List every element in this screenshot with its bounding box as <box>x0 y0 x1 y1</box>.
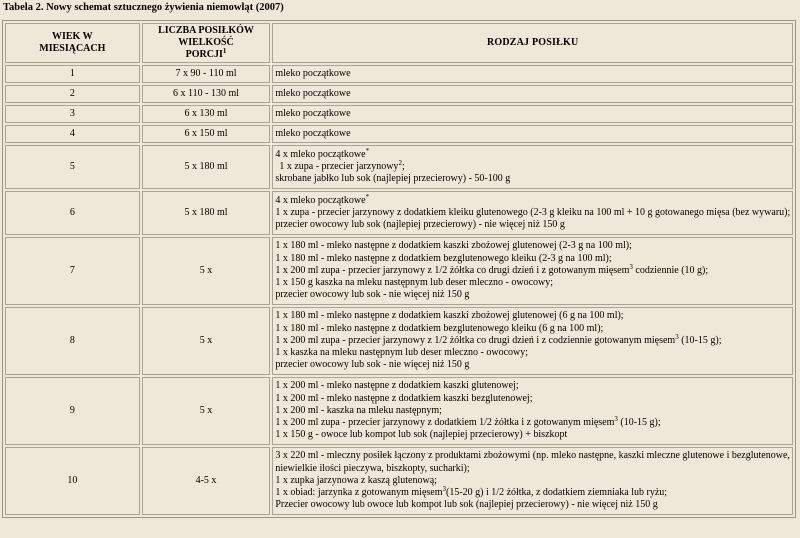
meal-line-text: 1 x 200 ml zupa - przecier jarzynowy z 1/2 żółtka co drugi dzień i z gotowanym mięsem <box>275 264 630 276</box>
meal-line-text: 4 x mleko początkowe <box>275 148 366 160</box>
meal-type-cell <box>272 65 793 83</box>
age-cell: 9 <box>5 377 140 445</box>
header-portions-sup: 1 <box>222 47 227 56</box>
meal-line <box>275 417 790 429</box>
meal-line <box>275 68 790 80</box>
table-row <box>5 65 793 83</box>
meal-line-text: 1 x 150 g kaszka na mleku następnym lub deser mleczno - owocowy; <box>275 277 554 289</box>
meal-line <box>275 240 790 252</box>
meal-line-text: 1 x 180 ml - mleko następne z dodatkiem bezglutenowego kleiku (2-3 g na 100 ml); <box>275 252 612 264</box>
meal-line <box>275 347 790 359</box>
header-portions-line1: LICZBA POSIŁKÓW WIELKOŚĆ <box>158 24 254 48</box>
header-portions-line2: PORCJI <box>185 49 223 61</box>
footnote-marker: 2 <box>398 158 402 167</box>
portions-cell: 6 x 110 - 130 ml <box>142 85 271 103</box>
feeding-schedule-table <box>2 20 796 518</box>
portions-cell: 5 x 180 ml <box>142 145 271 189</box>
meal-line-text: mleko początkowe <box>275 67 351 79</box>
meal-line <box>275 262 790 277</box>
meal-type-cell <box>272 447 793 515</box>
meal-line-suffix: (15-20 g) i 1/2 żółtka, z dodatkiem ziemniaka lub ryżu; <box>446 487 668 499</box>
meal-type-cell <box>272 237 793 305</box>
meal-line-text: 4 x mleko początkowe <box>275 194 366 206</box>
meal-line-suffix: ; <box>401 160 405 172</box>
meal-line-text: mleko początkowe <box>275 107 351 119</box>
meal-line <box>275 359 790 371</box>
meal-line-suffix: codziennie (10 g); <box>632 264 709 276</box>
meal-line <box>275 323 790 335</box>
meal-line <box>275 192 790 207</box>
meal-line <box>275 463 790 475</box>
table-caption: Tabela 2. Nowy schemat sztucznego żywienia niemowląt (2007) <box>3 2 284 13</box>
meal-type-cell <box>272 377 793 445</box>
footnote-marker: * <box>365 146 370 155</box>
table-row <box>5 447 793 515</box>
meal-type-cell <box>272 307 793 375</box>
meal-line <box>275 310 790 322</box>
portions-cell: 5 x <box>142 377 271 445</box>
meal-line <box>275 405 790 417</box>
portions-cell: 7 x 90 - 110 ml <box>142 65 271 83</box>
footnote-marker: * <box>365 192 370 201</box>
header-portions <box>142 23 271 63</box>
footnote-marker: 3 <box>442 485 447 494</box>
header-age-line1: WIEK W <box>52 30 93 42</box>
portions-cell: 5 x 180 ml <box>142 191 271 235</box>
meal-line-text: niewielkie ilości pieczywa, biszkopty, sucharki); <box>275 462 470 474</box>
table-row <box>5 145 793 189</box>
portions-cell: 6 x 130 ml <box>142 105 271 123</box>
footnote-marker: 3 <box>614 415 618 424</box>
meal-line-text: przecier owocowy lub sok - nie więcej niż 150 g <box>275 359 470 371</box>
meal-line-text: mleko początkowe <box>275 87 351 99</box>
meal-line-suffix: (10-15 g); <box>617 417 661 429</box>
meal-line <box>275 207 790 219</box>
meal-line-text: 1 x 200 ml - mleko następne z dodatkiem kaszki glutenowej; <box>275 380 519 392</box>
table-row <box>5 307 793 375</box>
meal-line-text: 1 x 180 ml - mleko następne z dodatkiem kaszki zbożowej glutenowej (6 g na 100 ml); <box>275 310 624 322</box>
meal-line-text: 1 x 180 ml - mleko następne z dodatkiem kaszki zbożowej glutenowej (2-3 g na 100 ml); <box>275 240 632 252</box>
meal-line-text: 1 x zupka jarzynowa z kaszą glutenową; <box>275 474 437 486</box>
table-row <box>5 237 793 305</box>
meal-line <box>275 277 790 289</box>
age-cell: 1 <box>5 65 140 83</box>
meal-line <box>275 88 790 100</box>
meal-line <box>275 475 790 487</box>
meal-line <box>275 146 790 161</box>
header-age-line2: MIESIĄCACH <box>39 43 106 54</box>
meal-line-text: skrobane jabłko lub sok (najlepiej przecierowy) - 50-100 g <box>275 173 511 185</box>
meal-line <box>275 219 790 231</box>
meal-line <box>275 332 790 347</box>
meal-line-text: 1 x zupa - przecier jarzynowy z dodatkiem kleiku glutenowego (2-3 g kleiku na 100 ml + 10 g gotowanego mięsa (bez wywaru); <box>275 206 791 218</box>
meal-type-cell <box>272 145 793 189</box>
table-row <box>5 191 793 235</box>
meal-line <box>275 429 790 441</box>
header-meal-type: RODZAJ POSIŁKU <box>272 23 793 63</box>
meal-line-suffix: (10-15 g); <box>678 334 722 346</box>
meal-line <box>275 380 790 392</box>
meal-type-cell <box>272 105 793 123</box>
meal-line-text: przecier owocowy lub sok - nie więcej niż 150 g <box>275 289 470 301</box>
table-row <box>5 377 793 445</box>
meal-line-text: 1 x 180 ml - mleko następne z dodatkiem bezglutenowego kleiku (6 g na 100 ml); <box>275 322 604 334</box>
meal-line <box>275 450 790 462</box>
meal-line <box>275 289 790 301</box>
footnote-marker: 3 <box>629 262 633 271</box>
age-cell: 8 <box>5 307 140 375</box>
meal-line <box>275 108 790 120</box>
portions-cell: 4-5 x <box>142 447 271 515</box>
meal-line-text: 1 x 200 ml - mleko następne z dodatkiem kaszki bezglutenowej; <box>275 392 533 404</box>
age-cell: 10 <box>5 447 140 515</box>
age-cell: 3 <box>5 105 140 123</box>
meal-type-cell <box>272 85 793 103</box>
age-cell: 4 <box>5 125 140 143</box>
meal-line-text: 1 x 150 g - owoce lub kompot lub sok (najlepiej przecierowy) + biszkopt <box>275 429 568 441</box>
meal-line-text: 1 x kaszka na mleku następnym lub deser mleczno - owocowy; <box>275 347 529 359</box>
footnote-marker: 3 <box>675 332 679 341</box>
age-cell: 7 <box>5 237 140 305</box>
meal-line-text: Przecier owocowy lub owoce lub kompot lub sok (najlepiej przecierowy) - nie więcej niż 150 g <box>275 499 658 511</box>
header-age <box>5 23 140 63</box>
meal-line-text: mleko początkowe <box>275 127 351 139</box>
age-cell: 2 <box>5 85 140 103</box>
meal-line-text: 1 x 200 ml zupa - przecier jarzynowy z 1/2 żółtka co drugi dzień i z codziennie gotowanym mięsem <box>275 334 676 346</box>
meal-line <box>275 487 790 499</box>
meal-line <box>275 158 790 173</box>
meal-type-cell <box>272 125 793 143</box>
portions-cell: 6 x 150 ml <box>142 125 271 143</box>
meal-line <box>275 253 790 265</box>
meal-line-text: przecier owocowy lub sok (najlepiej przecierowy) - nie więcej niż 150 g <box>275 219 565 231</box>
meal-line-text: 3 x 220 ml - mleczny posiłek łączony z produktami zbożowymi (np. mleko następne, kaszki mleczne glutenowe i bezglutenowe, <box>275 450 790 462</box>
header-row <box>5 23 793 63</box>
portions-cell: 5 x <box>142 307 271 375</box>
meal-type-cell <box>272 191 793 235</box>
age-cell: 6 <box>5 191 140 235</box>
table-row <box>5 105 793 123</box>
portions-cell: 5 x <box>142 237 271 305</box>
table-row <box>5 85 793 103</box>
meal-line-text: 1 x zupa - przecier jarzynowy <box>279 160 399 172</box>
age-cell: 5 <box>5 145 140 189</box>
meal-line-text: 1 x obiad: jarzynka z gotowanym mięsem <box>275 487 443 499</box>
table-row <box>5 125 793 143</box>
meal-line-text: 1 x 200 ml - kaszka na mleku następnym; <box>275 404 442 416</box>
meal-line <box>275 499 790 511</box>
meal-line-text: 1 x 200 ml zupa - przecier jarzynowy z dodatkiem 1/2 żółtka i z gotowanym mięsem <box>275 417 615 429</box>
meal-line <box>275 128 790 140</box>
meal-line <box>275 173 790 185</box>
meal-line <box>275 393 790 405</box>
